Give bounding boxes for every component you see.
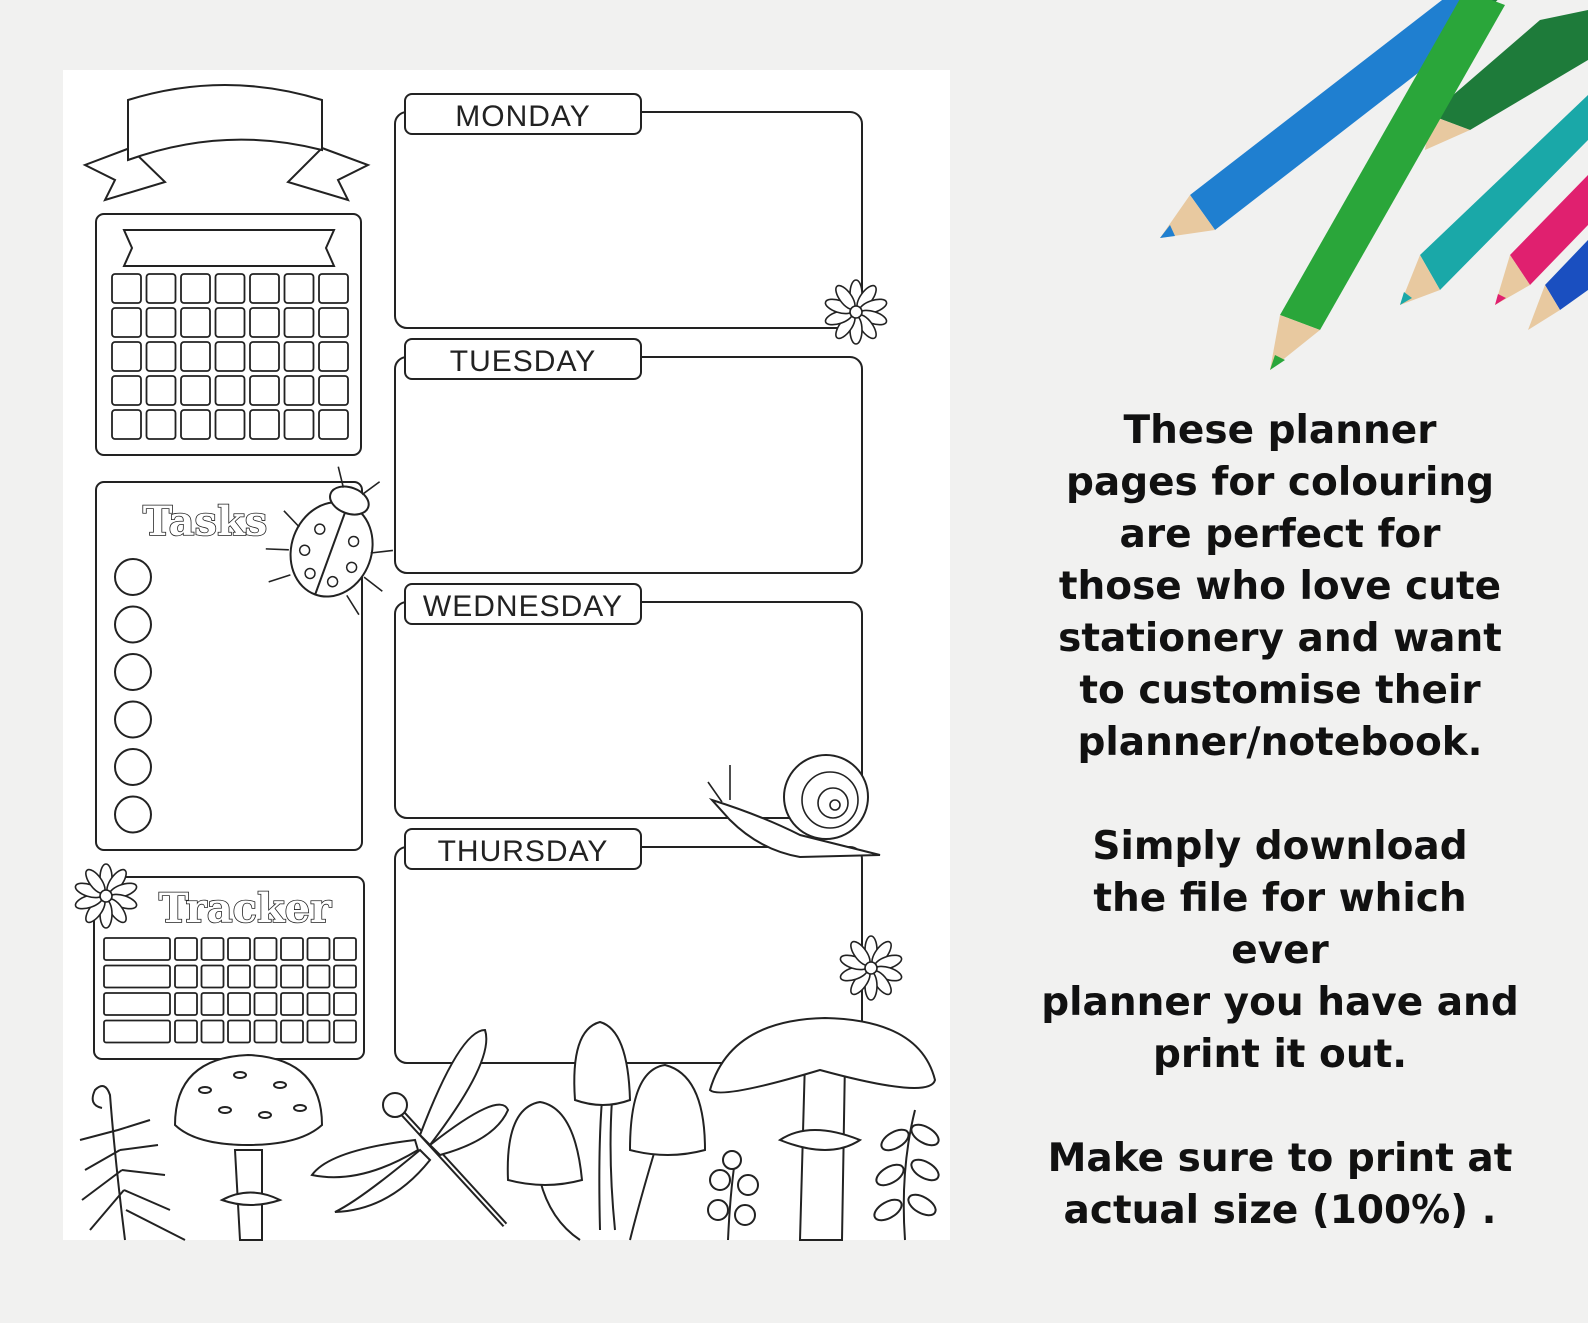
calendar-day-cell bbox=[112, 274, 141, 303]
tracker-cell bbox=[334, 966, 356, 988]
tracker-cell bbox=[228, 938, 250, 960]
tracker-cell bbox=[202, 966, 224, 988]
tracker-cell bbox=[202, 938, 224, 960]
tracker-cell bbox=[228, 966, 250, 988]
calendar-header-banner bbox=[124, 230, 334, 266]
day-box-tuesday bbox=[395, 339, 862, 573]
tracker-cell bbox=[228, 993, 250, 1015]
tracker-label-cell bbox=[104, 993, 170, 1015]
calendar-day-cell bbox=[285, 342, 314, 371]
desc-line: planner you have and bbox=[1041, 980, 1519, 1025]
calendar-box bbox=[96, 214, 361, 455]
calendar-day-cell bbox=[285, 274, 314, 303]
tracker-cell bbox=[308, 966, 330, 988]
calendar-day-cell bbox=[216, 376, 245, 405]
task-checkbox bbox=[115, 749, 151, 785]
day-label-thursday: THURSDAY bbox=[437, 835, 609, 868]
calendar-day-cell bbox=[319, 308, 348, 337]
calendar-day-cell bbox=[112, 376, 141, 405]
desc-line: Make sure to print at bbox=[1047, 1136, 1513, 1181]
desc-line: those who love cute bbox=[1058, 564, 1502, 609]
calendar-day-cell bbox=[319, 410, 348, 439]
calendar-day-cell bbox=[250, 308, 279, 337]
calendar-day-cell bbox=[147, 308, 176, 337]
tracker-cell bbox=[175, 993, 197, 1015]
tracker-cell bbox=[175, 938, 197, 960]
tracker-label-cell bbox=[104, 966, 170, 988]
calendar-day-cell bbox=[181, 376, 210, 405]
calendar-day-cell bbox=[319, 274, 348, 303]
tracker-title: Tracker bbox=[158, 885, 332, 932]
planner-page bbox=[63, 70, 950, 1240]
tracker-cell bbox=[281, 938, 303, 960]
desc-line: print it out. bbox=[1152, 1032, 1408, 1077]
desc-line: the file for which ever bbox=[1093, 876, 1467, 973]
task-checkbox bbox=[115, 654, 151, 690]
desc-line: to customise their bbox=[1079, 668, 1481, 713]
tracker-cell bbox=[281, 1021, 303, 1043]
day-label-monday: MONDAY bbox=[455, 100, 591, 133]
tracker-cell bbox=[255, 993, 277, 1015]
task-checkbox bbox=[115, 607, 151, 643]
tracker-cell bbox=[228, 1021, 250, 1043]
tracker-cell bbox=[334, 1021, 356, 1043]
calendar-day-cell bbox=[319, 342, 348, 371]
tracker-cell bbox=[255, 1021, 277, 1043]
tracker-cell bbox=[202, 1021, 224, 1043]
calendar-day-cell bbox=[216, 308, 245, 337]
task-checkbox bbox=[115, 797, 151, 833]
description-paragraph-3 bbox=[1040, 1133, 1520, 1237]
tracker-cell bbox=[281, 966, 303, 988]
tracker-label-cell bbox=[104, 938, 170, 960]
description-paragraph-1 bbox=[1040, 405, 1520, 769]
tracker-cell bbox=[202, 993, 224, 1015]
calendar-day-cell bbox=[181, 274, 210, 303]
calendar-day-cell bbox=[147, 274, 176, 303]
task-checkbox bbox=[115, 702, 151, 738]
tracker-cell bbox=[334, 938, 356, 960]
tracker-cell bbox=[308, 938, 330, 960]
desc-line: actual size (100%) . bbox=[1063, 1188, 1497, 1233]
tracker-cell bbox=[308, 993, 330, 1015]
calendar-day-cell bbox=[216, 274, 245, 303]
calendar-day-cell bbox=[285, 376, 314, 405]
desc-line: These planner bbox=[1123, 408, 1437, 453]
tracker-cell bbox=[175, 1021, 197, 1043]
calendar-day-cell bbox=[216, 410, 245, 439]
tracker-cell bbox=[281, 993, 303, 1015]
day-box-monday bbox=[395, 94, 862, 328]
calendar-day-cell bbox=[112, 342, 141, 371]
calendar-day-cell bbox=[285, 308, 314, 337]
calendar-day-cell bbox=[181, 342, 210, 371]
calendar-day-cell bbox=[147, 342, 176, 371]
tracker-cell bbox=[334, 993, 356, 1015]
tracker-cell bbox=[308, 1021, 330, 1043]
description-paragraph-2 bbox=[1040, 821, 1520, 1081]
desc-line: planner/notebook. bbox=[1077, 720, 1483, 765]
tracker-label-cell bbox=[104, 1021, 170, 1043]
calendar-day-cell bbox=[112, 410, 141, 439]
calendar-day-cell bbox=[250, 410, 279, 439]
desc-line: pages for colouring bbox=[1065, 460, 1495, 505]
calendar-grid bbox=[112, 274, 348, 439]
calendar-day-cell bbox=[181, 410, 210, 439]
desc-line: are perfect for bbox=[1119, 512, 1441, 557]
tracker-cell bbox=[255, 966, 277, 988]
desc-line: stationery and want bbox=[1058, 616, 1502, 661]
calendar-day-cell bbox=[147, 410, 176, 439]
task-checkbox bbox=[115, 559, 151, 595]
calendar-day-cell bbox=[250, 274, 279, 303]
tracker-cell bbox=[175, 966, 197, 988]
calendar-day-cell bbox=[181, 308, 210, 337]
desc-line: Simply download bbox=[1092, 824, 1468, 869]
colored-pencils bbox=[1160, 0, 1588, 370]
calendar-day-cell bbox=[112, 308, 141, 337]
calendar-day-cell bbox=[216, 342, 245, 371]
calendar-day-cell bbox=[147, 376, 176, 405]
description-text bbox=[1040, 405, 1520, 1289]
tasks-title: Tasks bbox=[142, 498, 268, 545]
calendar-day-cell bbox=[250, 342, 279, 371]
day-label-tuesday: TUESDAY bbox=[449, 345, 597, 378]
tracker-cell bbox=[255, 938, 277, 960]
calendar-day-cell bbox=[250, 376, 279, 405]
calendar-day-cell bbox=[285, 410, 314, 439]
day-label-wednesday: WEDNESDAY bbox=[422, 590, 624, 623]
calendar-day-cell bbox=[319, 376, 348, 405]
